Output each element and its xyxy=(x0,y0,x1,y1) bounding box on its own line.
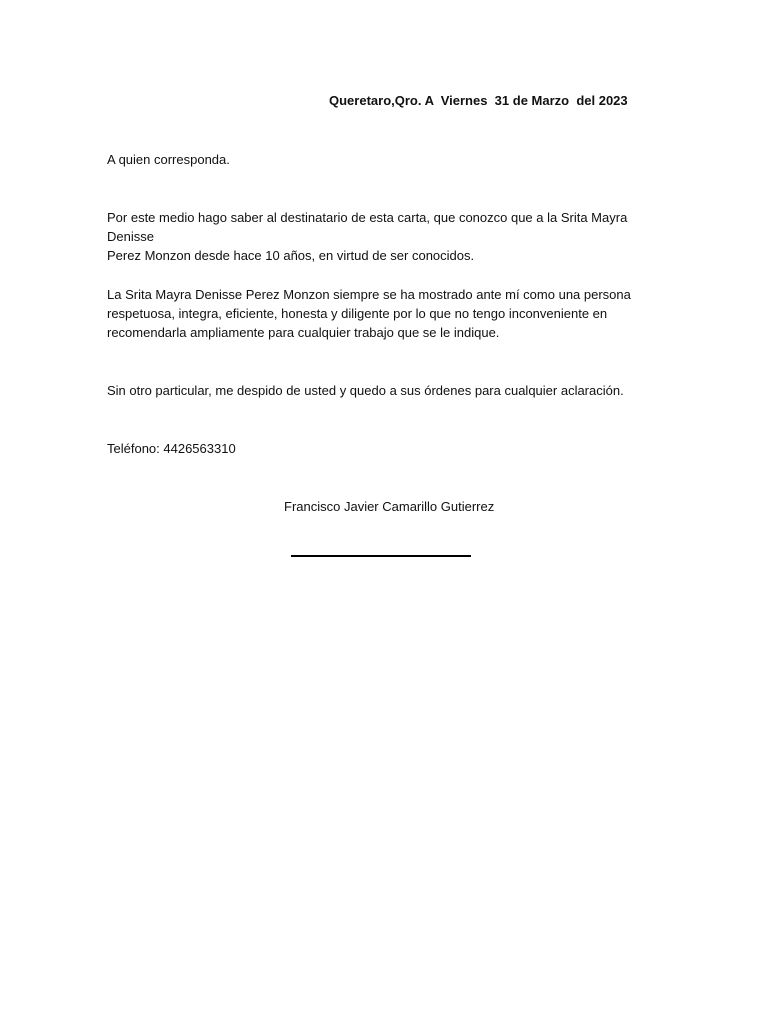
letter-recommendation-paragraph: La Srita Mayra Denisse Perez Monzon siempre se ha mostrado ante mí como una persona respetuosa, integra, eficiente, honesta y diligente por lo que no tengo inconveniente en recomendarla ampliamente para cualquier trabajo que se le indique. xyxy=(107,287,631,340)
letter-closing-paragraph: Sin otro particular, me despido de usted y quedo a sus órdenes para cualquier aclaración. xyxy=(107,383,624,398)
signature-line xyxy=(291,555,471,557)
letter-intro-paragraph: Por este medio hago saber al destinatario de esta carta, que conozco que a la Srita Mayra Denisse Perez Monzon desde hace 10 años, en virtud de ser conocidos. xyxy=(107,210,628,263)
letter-signer-name: Francisco Javier Camarillo Gutierrez xyxy=(284,499,495,514)
letter-greeting: A quien corresponda. xyxy=(107,152,230,167)
letter-phone: Teléfono: 4426563310 xyxy=(107,441,236,456)
letter-date-line: Queretaro,Qro. A Viernes 31 de Marzo del 2023 xyxy=(329,93,628,108)
